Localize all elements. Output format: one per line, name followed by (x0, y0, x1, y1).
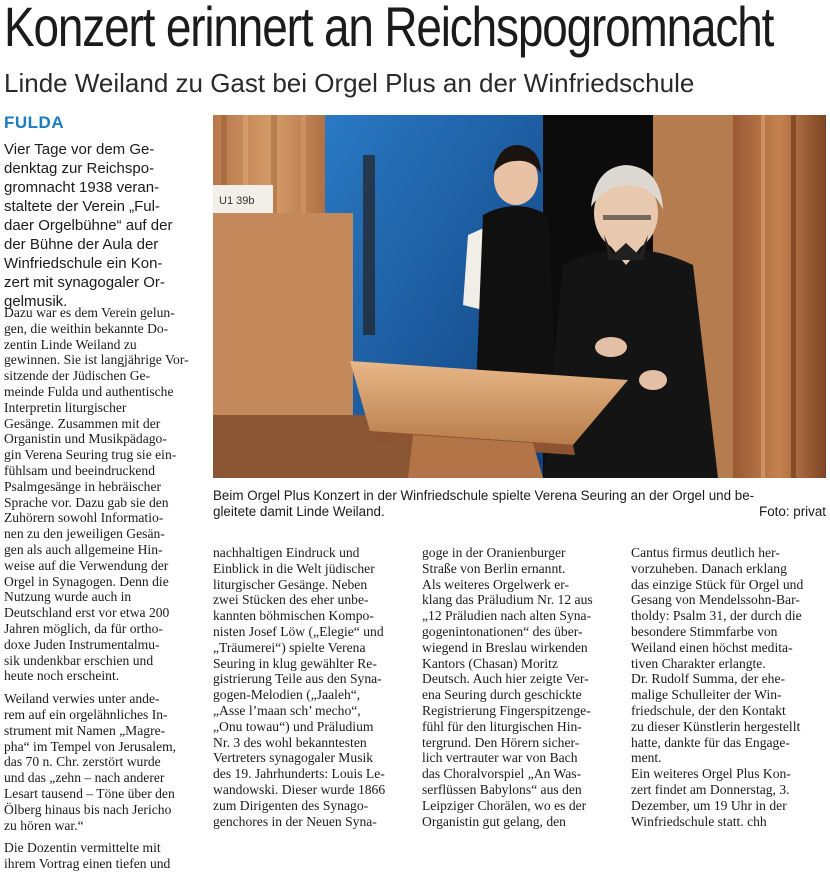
article-column-4 (631, 545, 827, 829)
lead-line: Winfriedschule ein Kon- (4, 255, 163, 272)
article-line: gewinnen. Sie ist langjährige Vor- (4, 352, 189, 368)
concert-photo-illustration (213, 115, 826, 478)
article-line: sitzende der Jüdischen Ge- (4, 368, 151, 384)
subheadline: Linde Weiland zu Gast bei Orgel Plus an der Winfriedschule (4, 68, 695, 98)
article-line: liturgischer Gesänge. Neben (213, 576, 368, 592)
article-line: Ein weiteres Orgel Plus Kon- (631, 766, 791, 782)
article-line: Vertreters synagogaler Musik (213, 750, 374, 766)
article-line: Jahren möglich, da für ortho- (4, 620, 163, 636)
article-line: Einblick in die Welt jüdischer (213, 560, 375, 576)
article-line: Orgel in Synagogen. Denn die (4, 573, 169, 589)
article-line: fühl für den liturgischen Hin- (422, 718, 582, 734)
caption-line: gleitete damit Linde Weiland. (213, 504, 385, 519)
article-line: doxe Juden Instrumentalmu- (4, 636, 160, 652)
article-line: Registrierung Fingerspitzenge- (422, 702, 591, 718)
article-line: das 70 n. Chr. zerstört wurde (4, 754, 161, 770)
article-line: friedschule, der den Kontakt (631, 702, 786, 718)
article-line: Gesänge. Zusammen mit der (4, 415, 161, 431)
article-line: zwei Stücken des eher unbe- (213, 592, 369, 608)
article-line: malige Schulleiter der Win- (631, 687, 782, 703)
article-line: Weiland verwies unter ande- (4, 691, 160, 707)
article-line: zu hören war.“ (4, 817, 84, 833)
article-line: „Onu towau“) und Präludium (213, 718, 374, 734)
article-line: „Träumerei“) spielte Verena (213, 639, 366, 655)
article-line: Gesang von Mendelssohn-Bar- (631, 592, 800, 608)
lead-line: gelmusik. (4, 293, 68, 310)
article-line: Ölberg hinaus bis nach Jericho (4, 801, 172, 817)
article-line: meinde Fulda und authentische (4, 383, 174, 399)
article-line: Sprache vor. Dazu gab sie den (4, 494, 169, 510)
article-line: und das „zehn – nach anderer (4, 770, 165, 786)
lead-paragraph (4, 140, 200, 311)
article-line: Kantors (Chasan) Moritz (422, 655, 558, 671)
article-line: Deutsch. Auch hier zeigte Ver- (422, 671, 589, 687)
article-line: pha“ im Tempel von Jerusalem, (4, 738, 177, 754)
article-line: Lesart tausend – Töne über den (4, 785, 175, 801)
article-line: heute noch erscheint. (4, 668, 120, 684)
article-line: besondere Stimmfarbe von (631, 623, 778, 639)
article-line: zert findet am Donnerstag, 3. (631, 781, 790, 797)
article-line: gogenintonationen“ des über- (422, 623, 583, 639)
concert-photo (213, 115, 826, 478)
photo-credit: Foto: privat (759, 504, 826, 519)
article-line: ment. (631, 750, 662, 766)
article-line: weise auf die Verwendung der (4, 557, 169, 573)
article-line: gistrierung Teile aus den Syna- (213, 671, 382, 687)
article-line: nisten Josef Löw („Elegie“ und (213, 623, 384, 639)
lead-line: staltete der Verein „Ful- (4, 198, 160, 215)
article-line: tergrund. Den Hörern sicher- (422, 734, 580, 750)
lead-line: gromnacht 1938 veran- (4, 179, 160, 196)
article-column-1 (4, 305, 198, 872)
article-line: Weiland einen höchst medita- (631, 639, 793, 655)
article-line: Deutschland erst vor etwa 200 (4, 605, 170, 621)
article-line: das Choralvorspiel „An Was- (422, 766, 582, 782)
photo-caption (213, 488, 826, 520)
article-line: Organistin und Musikpädago- (4, 431, 167, 447)
article-line: nachhaltigen Eindruck und (213, 545, 360, 560)
article-line: serflüssen Babylons“ aus den (422, 781, 582, 797)
wall-sign-text: U1 39b (219, 195, 255, 207)
article-line: gen als auch allgemeine Hin- (4, 541, 163, 557)
article-line: nen zu den jeweiligen Gesän- (4, 526, 165, 542)
article-line: das einzige Stück für Orgel und (631, 576, 804, 592)
article-line: Dezember, um 19 Uhr in der (631, 797, 787, 813)
article-line: Die Dozentin vermittelte mit (4, 840, 161, 856)
article-line: vorzuheben. Danach erklang (631, 560, 787, 576)
article-line: Winfriedschule statt. chh (631, 813, 767, 829)
article-line: Leipziger Chorälen, wo es der (422, 797, 587, 813)
article-line: „Asse l’maan sch’ mecho“, (213, 702, 361, 718)
article-line: tiven Charakter erlangte. (631, 655, 766, 671)
article-line: Straße von Berlin ernannt. (422, 560, 566, 576)
article-line: wandowski. Dieser wurde 1866 (213, 781, 386, 797)
article-line: zentin Linde Weiland zu (4, 336, 137, 352)
article-line: zu dieser Künstlerin hergestellt (631, 718, 801, 734)
article-line: Psalmgesänge in hebräischer (4, 478, 162, 494)
article-line: Als weiteres Orgelwerk er- (422, 576, 570, 592)
article-line: kannten böhmischen Kompo- (213, 608, 374, 624)
paragraph-break (4, 833, 198, 840)
lead-line: Vier Tage vor dem Ge- (4, 141, 155, 158)
article-line: Interpretin liturgischer (4, 399, 127, 415)
article-line: tholdy: Psalm 31, der durch die (631, 608, 802, 624)
article-line: Nr. 3 des wohl bekanntesten (213, 734, 367, 750)
article-line: gen, die weithin bekannte Do- (4, 320, 169, 336)
lead-line: denktag zur Reichspo- (4, 160, 155, 177)
caption-line: Beim Orgel Plus Konzert in der Winfriedschule spielte Verena Seuring an der Orgel und be- (213, 488, 755, 503)
article-line: Seuring in klug gewählter Re- (213, 655, 377, 671)
article-column-2 (213, 545, 409, 829)
article-line: des 19. Jahrhunderts: Louis Le- (213, 766, 385, 782)
article-line: goge in der Oranienburger (422, 545, 566, 560)
article-line: klang das Präludium Nr. 12 aus (422, 592, 593, 608)
article-line: sik undenkbar erschien und (4, 652, 154, 668)
article-line: ihrem Vortrag einen tiefen und (4, 856, 171, 872)
article-line: fühlsam und beeindruckend (4, 462, 155, 478)
article-line: Dr. Rudolf Summa, der ehe- (631, 671, 786, 687)
article-line: lich vertrauter war von Bach (422, 750, 578, 766)
article-line: hatte, dankte für das Engage- (631, 734, 790, 750)
article-line: gogen-Melodien („Jaaleh“, (213, 687, 361, 703)
headline: Konzert erinnert an Reichspogromnacht (4, 0, 774, 58)
article-line: wiegend in Breslau wirkenden (422, 639, 588, 655)
dateline: FULDA (4, 113, 65, 132)
article-line: Zuhörern sowohl Informatio- (4, 510, 164, 526)
article-line: Nutzung wurde auch in (4, 589, 132, 605)
article-line: rem auf ein orgelähnliches In- (4, 706, 168, 722)
article-column-3 (422, 545, 618, 829)
lead-line: der Bühne der Aula der (4, 236, 159, 253)
article-line: gin Verena Seuring trug sie ein- (4, 447, 177, 463)
article-line: zum Dirigenten des Synago- (213, 797, 369, 813)
lead-line: daer Orgelbühne“ auf der (4, 217, 173, 234)
article-line: Dazu war es dem Verein gelun- (4, 305, 175, 320)
article-line: genchores in der Neuen Syna- (213, 813, 377, 829)
article-line: „12 Präludien nach alten Syna- (422, 608, 592, 624)
article-line: strument mit Namen „Magre- (4, 722, 166, 738)
article-line: ena Seuring durch geschickte (422, 687, 582, 703)
article-line: Organistin gut gelang, den (422, 813, 566, 829)
paragraph-break (4, 684, 198, 691)
article-line: Cantus firmus deutlich her- (631, 545, 780, 560)
lead-line: zert mit synagogaler Or- (4, 274, 165, 291)
